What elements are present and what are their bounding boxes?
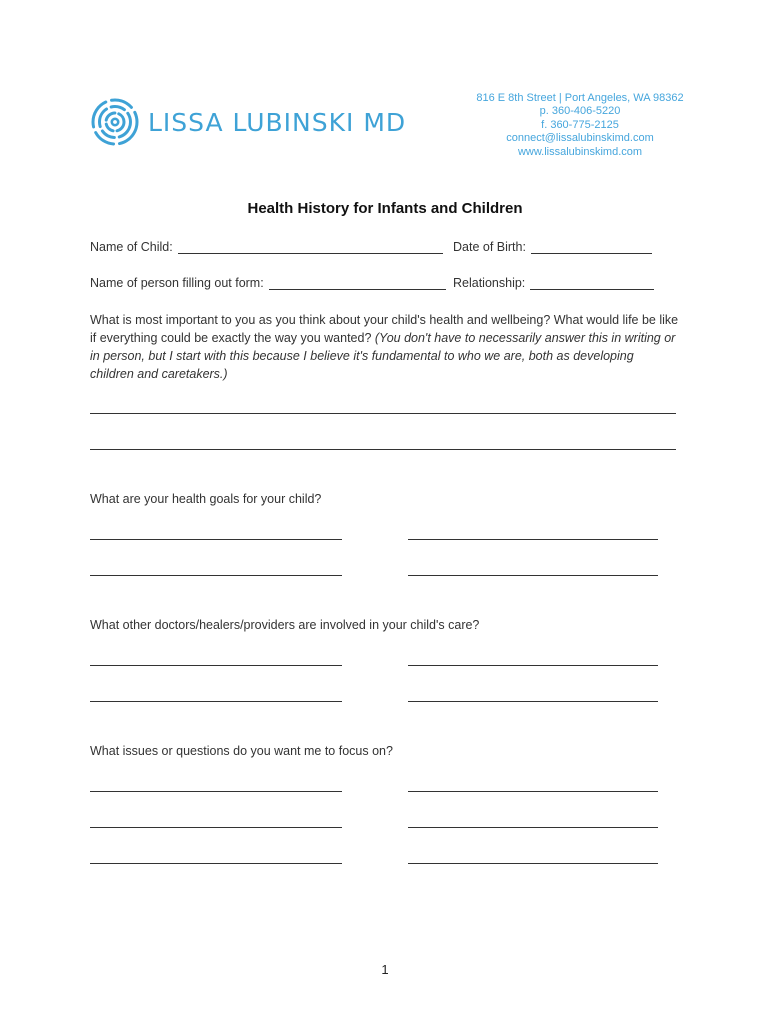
concentric-circles-logo-icon xyxy=(90,97,140,147)
date-of-birth-input[interactable] xyxy=(531,241,652,254)
fax-text: f. 360-775-2125 xyxy=(541,118,619,131)
question-most-important-note: (You don't have to necessarily answer this in writing or in person, but I start with this because I believe it's fundamental to who we are, both as developing children and caretakers.) xyxy=(90,331,676,381)
answer-line[interactable] xyxy=(90,863,342,864)
relationship-input[interactable] xyxy=(530,277,654,290)
answer-line[interactable] xyxy=(90,449,676,450)
address-text: 816 E 8th Street | Port Angeles, WA 98362 xyxy=(476,92,684,104)
answer-line[interactable] xyxy=(90,665,342,666)
question-other-providers: What other doctors/healers/providers are involved in your child's care? xyxy=(90,618,480,632)
date-of-birth-field xyxy=(453,240,652,254)
question-most-important-text: What is most important to you as you think about your child's health and wellbeing? What would life be like if everything could be exactly the way you wanted? xyxy=(90,313,679,345)
answer-line[interactable] xyxy=(408,863,658,864)
contact-info xyxy=(460,92,700,159)
answer-line[interactable] xyxy=(408,827,658,828)
relationship-field xyxy=(453,276,654,290)
question-health-goals: What are your health goals for your child? xyxy=(90,492,322,506)
answer-line[interactable] xyxy=(90,413,676,414)
page-number: 1 xyxy=(381,962,389,977)
answer-line[interactable] xyxy=(90,539,342,540)
name-of-child-field xyxy=(90,240,443,254)
person-filling-field xyxy=(90,276,446,290)
email-link[interactable]: connect@lissalubinskimd.com xyxy=(506,132,654,145)
phone-text: p. 360-406-5220 xyxy=(539,105,621,118)
name-of-child-input[interactable] xyxy=(178,241,443,254)
answer-line[interactable] xyxy=(90,827,342,828)
answer-line[interactable] xyxy=(408,575,658,576)
name-of-child-label: Name of Child: xyxy=(90,240,173,254)
practice-logo xyxy=(90,97,406,147)
question-focus-issues: What issues or questions do you want me to focus on? xyxy=(90,744,393,758)
answer-line[interactable] xyxy=(408,791,658,792)
website-link[interactable]: www.lissalubinskimd.com xyxy=(517,145,643,158)
answer-line[interactable] xyxy=(408,665,658,666)
date-of-birth-label: Date of Birth: xyxy=(453,240,526,254)
person-filling-label: Name of person filling out form: xyxy=(90,276,264,290)
form-title: Health History for Infants and Children xyxy=(247,200,523,217)
answer-line[interactable] xyxy=(90,575,342,576)
question-most-important xyxy=(90,311,680,383)
logo-text: LISSA LUBINSKI MD xyxy=(148,107,407,137)
answer-line[interactable] xyxy=(90,701,342,702)
relationship-label: Relationship: xyxy=(453,276,526,290)
answer-line[interactable] xyxy=(408,701,658,702)
answer-line[interactable] xyxy=(408,539,658,540)
answer-line[interactable] xyxy=(90,791,342,792)
person-filling-input[interactable] xyxy=(269,277,446,290)
